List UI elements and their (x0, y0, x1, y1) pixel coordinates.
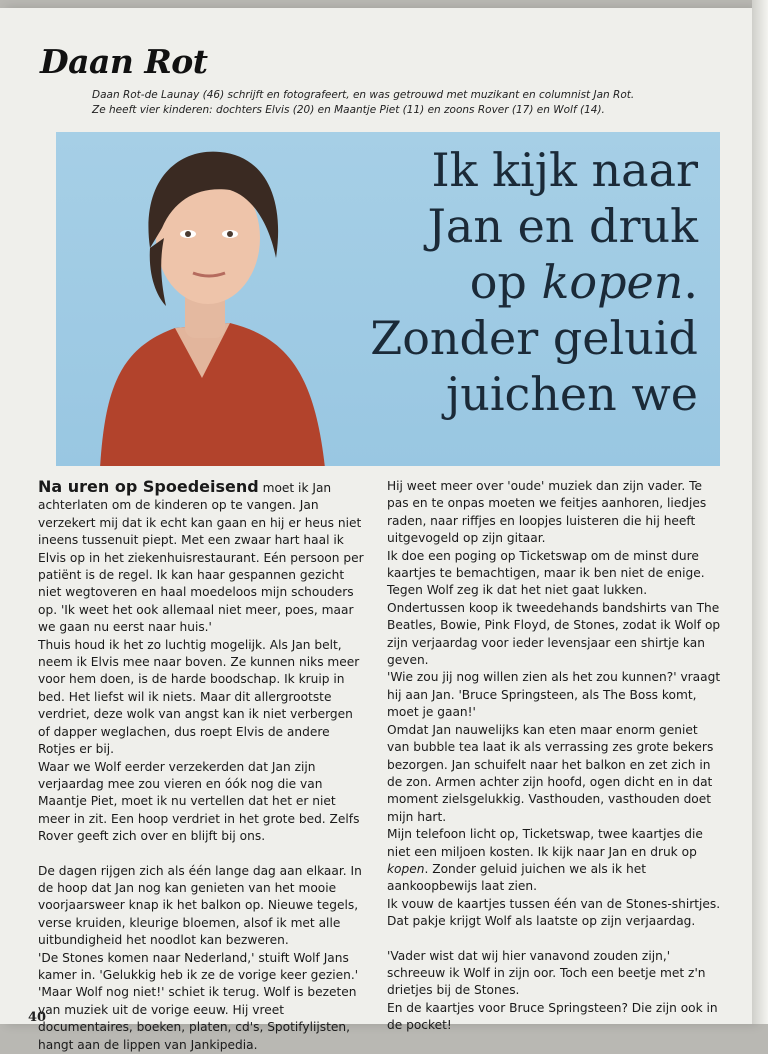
paragraph-9: Omdat Jan nauwelijks kan eten maar enorm geniet van bubble tea laat ik als verrassing zes grote bekers bezorgen. Jan schuifelt naar het balkon en zet zich in de zon. Armen achter zijn hoofd, ogen dicht en in dat moment zielsgelukkig. Vasthouden, vasthouden doet mijn hart. (387, 722, 714, 824)
article-column-2 (387, 478, 721, 1035)
paragraph-6: Hij weet meer over 'oude' muziek dan zijn vader. Te pas en te onpas moeten we feitjes aanhoren, liedjes raden, naar riffjes en loopjes luisteren die hij heeft uitgevogeld op zijn gitaar. (387, 479, 707, 546)
quote-line-3 (338, 254, 698, 310)
paragraph-10-emphasis: kopen (387, 861, 425, 876)
paragraph-7: Ik doe een poging op Ticketswap om de minst dure kaartjes te bemachtigen, maar ik ben niet de enige. Tegen Wolf zeg ik dat het niet gaat lukken. Ondertussen koop ik tweedehands bandshirts van The Beatles, Bowie, Pink Floyd, de Stones, zodat ik Wolf op zijn verjaardag voor ieder levensjaar een shirtje kan geven. (387, 548, 721, 668)
paragraph-4: De dagen rijgen zich als één lange dag aan elkaar. In de hoop dat Jan nog kan genieten van het mooie voorjaarsweer knap ik het balkon op. Nieuwe tegels, verse kruiden, kleurige bloemen, alsof ik met alle uitbundigheid het noodlot kan bezweren. (38, 863, 362, 948)
quote-line-3-pre: op (469, 255, 542, 309)
author-intro (92, 88, 732, 118)
magazine-page (0, 8, 752, 1052)
intro-line-2: Ze heeft vier kinderen: dochters Elvis (20) en Maantje Piet (11) en zoons Rover (17) en Wolf (14). (92, 104, 605, 116)
lead-in: Na uren op Spoedeisend (38, 477, 259, 496)
paragraph-3: Waar we Wolf eerder verzekerden dat Jan zijn verjaardag mee zou vieren en óók nog die van Maantje Piet, moet ik nu vertellen dat het er niet meer in zit. Een hoop verdriet in het grote bed. Zelfs Rover geeft zich over en blijft bij ons. (38, 759, 360, 844)
pull-quote (338, 142, 698, 422)
paragraph-13: En de kaartjes voor Bruce Springsteen? Die zijn ook in de pocket! (387, 1000, 718, 1033)
paragraph-2: Thuis houd ik het zo luchtig mogelijk. Als Jan belt, neem ik Elvis mee naar boven. Ze kunnen niks meer voor hem doen, is de harde boodschap. Ik kruip in bed. Het liefst wil ik niets. Maar dit allergrootste verdriet, deze wolk van angst kan ik niet verbergen of dapper weglachen, dus roept Elvis de andere Rotjes er bij. (38, 637, 360, 757)
quote-line-1: Ik kijk naar (431, 143, 698, 197)
paragraph-1 (38, 478, 366, 637)
portrait-photo (80, 138, 330, 466)
hero-photo (56, 132, 720, 466)
paragraph-1-text: moet ik Jan achterlaten om de kinderen op te vangen. Jan verzekert mij dat ik echt kan gaan en hij er heus niet ineens tussenuit piept. Met een zwaar hart haal ik Elvis op in het ziekenhuisrestaurant. Eén persoon per patiënt is de regel. Ik kan haar gespannen gezicht niet wegtoveren en haal moedeloos mijn schouders op. 'Ik weet het ook allemaal niet meer, poes, maar we gaan nu eerst naar huis.' (38, 481, 364, 635)
paragraph-12: 'Vader wist dat wij hier vanavond zouden zijn,' schreeuw ik Wolf in zijn oor. Toch een beetje met z'n drietjes bij de Stones. (387, 948, 706, 998)
quote-line-2: Jan en druk (427, 199, 698, 253)
paragraph-11: Ik vouw de kaartjes tussen één van de Stones-shirtjes. Dat pakje krijgt Wolf als laatste op zijn verjaardag. (387, 896, 721, 929)
page-number: 40 (28, 1010, 47, 1025)
magazine-spine (752, 0, 768, 1024)
quote-line-4: Zonder geluid (370, 311, 698, 365)
article-column-1 (38, 478, 366, 1054)
quote-line-5: juichen we (445, 367, 698, 421)
quote-line-3-post: . (683, 255, 698, 309)
paragraph-10-pre: Mijn telefoon licht op, Ticketswap, twee kaartjes die niet een miljoen kosten. Ik kijk naar Jan en druk op (387, 827, 703, 859)
author-name-heading: Daan Rot (40, 42, 208, 81)
paragraph-10 (387, 826, 721, 896)
quote-emphasis: kopen (541, 255, 684, 309)
paragraph-10-post: . Zonder geluid juichen we als ik het aankoopbewijs laat zien. (387, 861, 646, 894)
paragraph-8: 'Wie zou jij nog willen zien als het zou kunnen?' vraagt hij aan Jan. 'Bruce Springsteen, als The Boss komt, moet je gaan!' (387, 670, 721, 720)
paragraph-5: 'De Stones komen naar Nederland,' stuift Wolf Jans kamer in. 'Gelukkig heb ik ze de vorige keer gezien.' 'Maar Wolf nog niet!' schiet ik terug. Wolf is bezeten van muziek uit de vorige eeuw. Hij vreet documentaires, boeken, platen, cd's, Spotifylijsten, hangt aan de lippen van Jankipedia. (38, 950, 359, 1052)
intro-line-1: Daan Rot-de Launay (46) schrijft en fotografeert, en was getrouwd met muzikant en columnist Jan Rot. (92, 89, 635, 101)
